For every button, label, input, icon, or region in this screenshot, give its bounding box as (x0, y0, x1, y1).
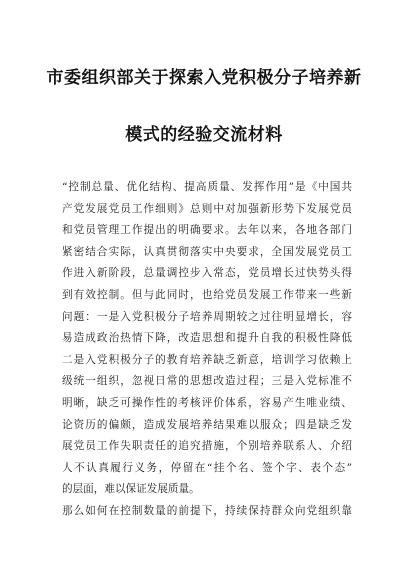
body-line: 作进入新阶段，总量调控步入常态，党员增长过快势头得 (62, 267, 352, 280)
body-line: 论资历的偏颇，造成发展培养结果难以服众；四是缺乏发 (62, 418, 352, 431)
body-line: 紧密结合实际，认真贯彻落实中央要求，全国发展党员工 (62, 245, 352, 258)
body-line: 二是入党积极分子的教育培养缺乏新意，培训学习依赖上 (62, 353, 352, 366)
body-line: 明晰，缺乏可操作性的考核评价体系，容易产生唯业绩、 (62, 396, 352, 409)
body-line: 那么如何在控制数量的前提下，持续保持群众向党组织靠 (62, 504, 352, 517)
body-line: 和党员管理工作提出的明确要求。去年以来，各地各部门 (62, 224, 352, 237)
body-line: “控制总量、优化结构、提高质量、发挥作用”是《中国共 (62, 181, 352, 193)
body-line: 到有效控制。但与此同时，也给党员发展工作带来一些新 (62, 288, 352, 301)
body-line: 问题：一是入党积极分子培养周期较之过往明显增长，容 (62, 310, 352, 323)
document-title-line-2: 模式的经验交流材料 (125, 125, 283, 145)
body-line: 的层面，难以保证发展质量。 (62, 483, 200, 496)
body-line: 级统一组织，忽视日常的思想改造过程；三是入党标准不 (62, 375, 352, 388)
document-body (62, 177, 352, 523)
body-line: 易造成政治热情下降，改造思想和提升自我的积极性降低 (62, 332, 352, 345)
body-line: 产党发展党员工作细则》总则中对加强新形势下发展党员 (62, 202, 352, 215)
body-line: 人不认真履行义务，停留在“挂个名、签个字、表个态” (62, 461, 352, 474)
document-title-line-1: 市委组织部关于探索入党积极分子培养新 (46, 68, 362, 88)
body-line: 展党员工作失职责任的追究措施，个别培养联系人、介绍 (62, 440, 352, 453)
